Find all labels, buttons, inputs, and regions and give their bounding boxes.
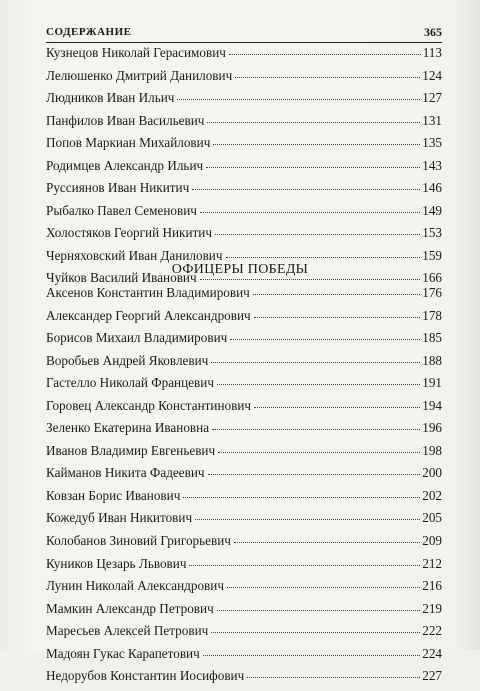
toc-entry-name: Иванов Владимир Евгеньевич bbox=[46, 442, 216, 458]
toc-entry-name: Рыбалко Павел Семенович bbox=[46, 202, 197, 218]
toc-leader-dots bbox=[253, 294, 420, 295]
toc-entry bbox=[46, 443, 442, 466]
toc-leader-dots bbox=[217, 384, 420, 385]
toc-entry bbox=[46, 533, 442, 556]
toc-leader-dots bbox=[234, 542, 420, 543]
toc-entry-name: Кузнецов Николай Герасимович bbox=[46, 45, 226, 60]
header-page-number: 365 bbox=[424, 25, 442, 39]
toc-entry bbox=[46, 556, 442, 579]
toc-leader-dots bbox=[211, 362, 420, 363]
toc-entry-name: Аксенов Константин Владимирович bbox=[46, 285, 250, 300]
toc-entry bbox=[46, 158, 442, 181]
toc-entry-page: 198 bbox=[422, 442, 442, 458]
toc-entry-page: 196 bbox=[422, 420, 442, 436]
toc-entry bbox=[46, 465, 442, 488]
running-header bbox=[46, 24, 442, 43]
toc-leader-dots bbox=[229, 54, 421, 55]
toc-entry bbox=[46, 398, 442, 421]
toc-leader-dots bbox=[208, 474, 421, 475]
toc-entry bbox=[46, 68, 442, 91]
section-title: ОФИЦЕРЫ ПОБЕДЫ bbox=[171, 262, 309, 277]
toc-leader-dots bbox=[203, 655, 420, 656]
toc-leader-dots bbox=[212, 429, 420, 430]
toc-entry bbox=[46, 578, 442, 601]
toc-entry-page: 216 bbox=[422, 578, 442, 594]
toc-entry bbox=[46, 113, 442, 136]
toc-leader-dots bbox=[254, 317, 421, 318]
toc-entry-name: Ковзан Борис Иванович bbox=[46, 487, 181, 503]
toc-leader-dots bbox=[215, 234, 420, 235]
toc-entry-name: Александер Георгий Александрович bbox=[46, 307, 251, 323]
toc-entry-page: 166 bbox=[422, 270, 442, 286]
toc-entry-name: Лелюшенко Дмитрий Данилович bbox=[46, 67, 233, 83]
toc-entry-page: 205 bbox=[422, 510, 442, 526]
toc-entry bbox=[46, 375, 442, 398]
toc-entry-name: Горовец Александр Константинович bbox=[46, 397, 252, 413]
toc-entry bbox=[46, 203, 442, 226]
toc-entry-page: 202 bbox=[422, 487, 442, 503]
toc-entry-name: Воробьев Андрей Яковлевич bbox=[46, 352, 209, 368]
toc-entry-page: 149 bbox=[422, 202, 442, 218]
toc-leader-dots bbox=[177, 99, 420, 100]
toc-entry-page: 227 bbox=[422, 668, 442, 684]
toc-entry-page: 191 bbox=[422, 375, 442, 391]
toc-leader-dots bbox=[226, 257, 421, 258]
toc-entry-page: 124 bbox=[422, 67, 442, 83]
toc-entry-page: 146 bbox=[422, 180, 442, 196]
toc-entry-page: 212 bbox=[422, 555, 442, 571]
toc-entry-name: Куников Цезарь Львович bbox=[46, 555, 187, 571]
toc-entry-name: Зеленко Екатерина Ивановна bbox=[46, 420, 210, 436]
toc-leader-dots bbox=[235, 77, 420, 78]
toc-entry-page: 219 bbox=[422, 600, 442, 616]
toc-entry-page: 143 bbox=[422, 157, 442, 173]
toc-entry-name: Гастелло Николай Францевич bbox=[46, 375, 214, 391]
toc-entry bbox=[46, 225, 442, 248]
toc-entry-page: 176 bbox=[422, 285, 442, 300]
toc-entry bbox=[46, 510, 442, 533]
toc-entry-page: 159 bbox=[422, 247, 442, 263]
toc-leader-dots bbox=[211, 632, 420, 633]
toc-entry bbox=[46, 420, 442, 443]
toc-leader-dots bbox=[218, 452, 420, 453]
toc-entry-name: Мамкин Александр Петрович bbox=[46, 600, 214, 616]
toc-entry-name: Холостяков Георгий Никитич bbox=[46, 225, 212, 241]
toc-entry bbox=[46, 646, 442, 669]
toc-list-bottom bbox=[46, 285, 442, 691]
toc-entry-name: Мадоян Гукас Карапетович bbox=[46, 645, 200, 661]
toc-entry-page: 135 bbox=[422, 135, 442, 151]
toc-leader-dots bbox=[247, 677, 420, 678]
toc-entry-name: Кайманов Никита Фадеевич bbox=[46, 465, 205, 481]
toc-entry-page: 131 bbox=[422, 112, 442, 128]
toc-entry-name: Маресьев Алексей Петрович bbox=[46, 623, 209, 639]
toc-entry bbox=[46, 180, 442, 203]
toc-leader-dots bbox=[200, 279, 421, 280]
toc-leader-dots bbox=[183, 497, 420, 498]
toc-entry-page: 209 bbox=[422, 533, 442, 549]
toc-entry-page: 185 bbox=[422, 330, 442, 346]
toc-entry bbox=[46, 135, 442, 158]
toc-entry bbox=[46, 308, 442, 331]
toc-entry bbox=[46, 330, 442, 353]
toc-entry-name: Кожедуб Иван Никитович bbox=[46, 510, 193, 526]
toc-entry-page: 224 bbox=[422, 645, 442, 661]
toc-entry-name: Руссиянов Иван Никитич bbox=[46, 180, 190, 196]
toc-leader-dots bbox=[217, 610, 421, 611]
header-title: СОДЕРЖАНИЕ bbox=[46, 26, 132, 38]
toc-entry bbox=[46, 488, 442, 511]
toc-entry bbox=[46, 623, 442, 646]
toc-entry bbox=[46, 45, 442, 68]
toc-entry-page: 127 bbox=[422, 90, 442, 106]
toc-entry-name: Попов Маркиан Михайлович bbox=[46, 135, 211, 151]
toc-entry-name: Чуйков Василий Иванович bbox=[46, 270, 197, 286]
toc-entry-name: Панфилов Иван Васильевич bbox=[46, 112, 205, 128]
toc-list-top bbox=[46, 45, 442, 293]
toc-entry-page: 188 bbox=[422, 352, 442, 368]
toc-entry-page: 194 bbox=[422, 397, 442, 413]
toc-leader-dots bbox=[200, 212, 420, 213]
toc-entry-name: Людников Иван Ильич bbox=[46, 90, 175, 106]
toc-entry-name: Недорубов Константин Иосифович bbox=[46, 668, 245, 684]
toc-entry bbox=[46, 601, 442, 624]
toc-leader-dots bbox=[192, 189, 420, 190]
toc-entry bbox=[46, 285, 442, 308]
toc-entry-page: 200 bbox=[422, 465, 442, 481]
toc-leader-dots bbox=[213, 144, 420, 145]
toc-entry-name: Борисов Михаил Владимирович bbox=[46, 330, 228, 346]
toc-leader-dots bbox=[254, 407, 420, 408]
toc-entry-page: 153 bbox=[422, 225, 442, 241]
toc-entry-name: Колобанов Зиновий Григорьевич bbox=[46, 533, 231, 549]
toc-entry bbox=[46, 353, 442, 376]
toc-leader-dots bbox=[230, 339, 420, 340]
toc-entry-page: 222 bbox=[422, 623, 442, 639]
toc-entry-page: 113 bbox=[422, 45, 442, 60]
toc-entry bbox=[46, 668, 442, 691]
toc-entry-name: Родимцев Александр Ильич bbox=[46, 157, 204, 173]
toc-entry-name: Черняховский Иван Данилович bbox=[46, 247, 223, 263]
toc-leader-dots bbox=[189, 565, 420, 566]
toc-leader-dots bbox=[206, 167, 420, 168]
toc-leader-dots bbox=[195, 519, 420, 520]
toc-leader-dots bbox=[207, 122, 420, 123]
toc-entry bbox=[46, 90, 442, 113]
toc-leader-dots bbox=[227, 587, 420, 588]
toc-entry-page: 178 bbox=[422, 307, 442, 323]
toc-entry-name: Лунин Николай Александрович bbox=[46, 578, 224, 594]
